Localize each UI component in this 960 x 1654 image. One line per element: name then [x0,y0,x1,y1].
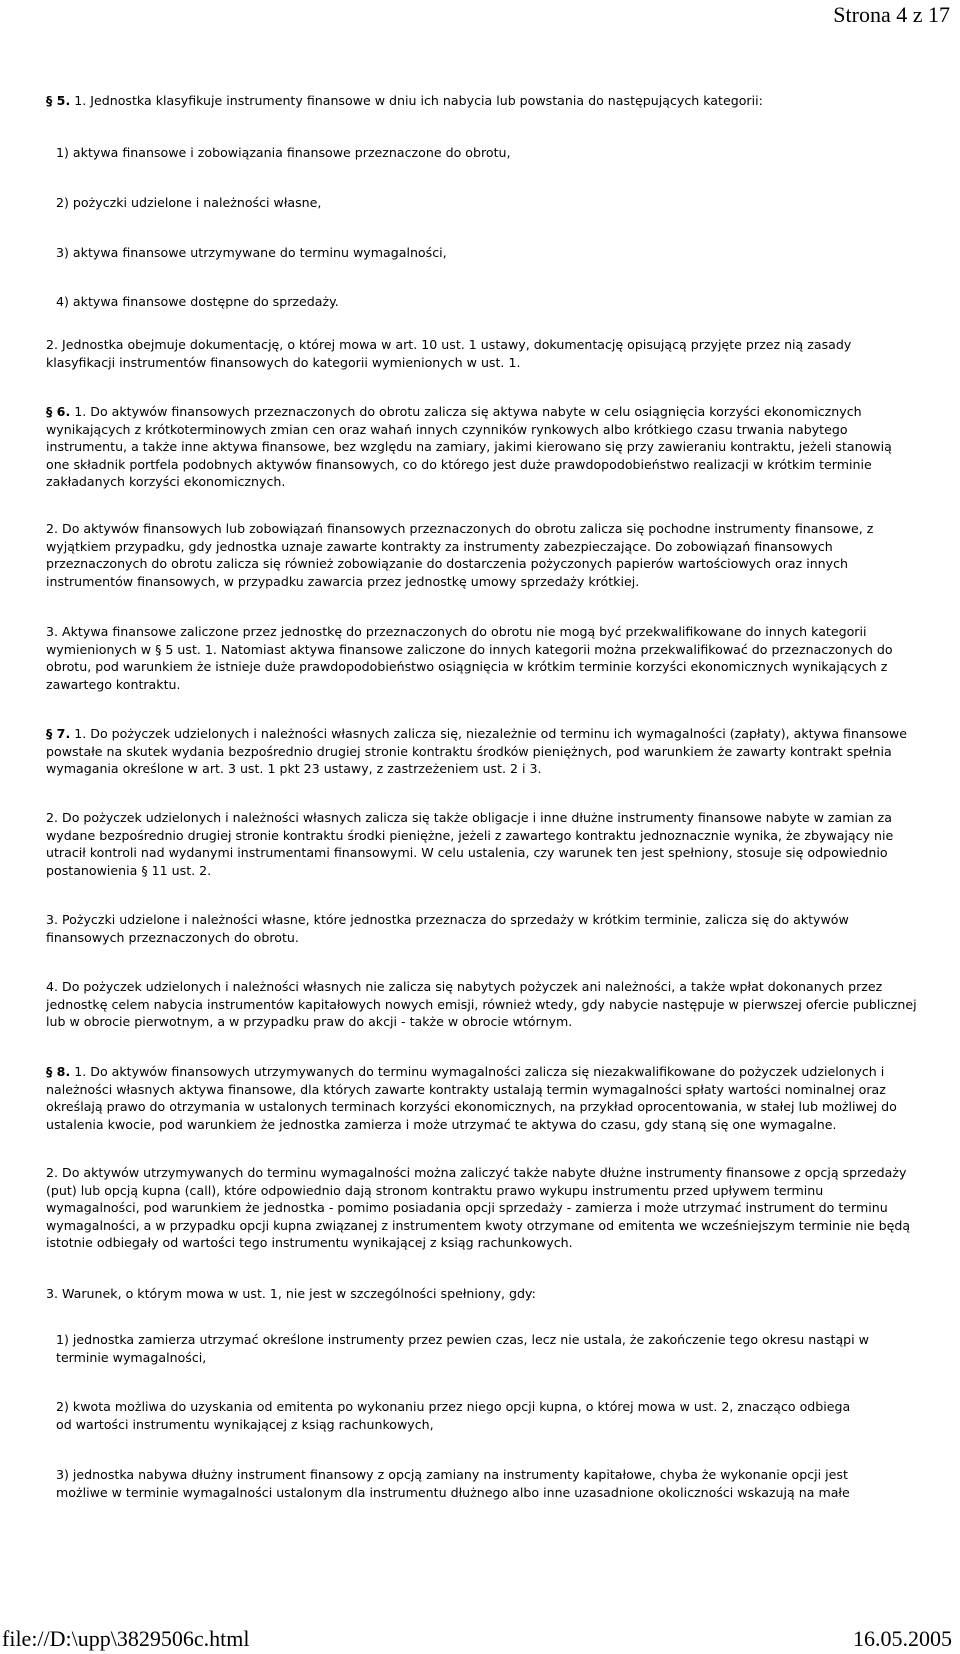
text-line [46,1217,960,1235]
text-line [46,996,960,1014]
line-text: powstałe na skutek wydania bezpośrednio drugiej stronie kontraktu środków pieniężnych, pod warunkiem że zawarty kontrakt spełnia [46,743,892,759]
text-line [46,336,960,354]
text-line [56,1416,960,1434]
text-line [46,354,960,372]
text-line [46,1199,960,1217]
line-text: 2) kwota możliwa do uzyskania od emitenta po wykonaniu przez niego opcji kupna, o której mowa w ust. 2, znacząco odbiega [56,1399,851,1414]
paragraph [46,336,960,371]
page-number-header: Strona 4 z 17 [833,2,950,27]
list-item [56,1331,960,1366]
paragraph [46,520,960,590]
text-line [46,421,960,439]
section-number: § 7. [46,726,71,741]
text-line [46,809,960,827]
line-text: 1. Do aktywów finansowych przeznaczonych do obrotu zalicza się aktywa nabyte w celu osiągnięcia korzyści ekonomicznych [70,404,862,419]
paragraph [46,809,960,879]
line-text: wynikających z krótkoterminowych zmian cen oraz wahań innych czynników rynkowych albo krótkiego czasu trwania nabytego [46,421,848,437]
line-text: 2) pożyczki udzielone i należności własne, [56,195,322,210]
line-text: 3) jednostka nabywa dłużny instrument finansowy z opcją zamiany na instrumenty kapitałowe, chyba że wykonanie opcji jest [56,1467,848,1482]
text-line [46,1285,960,1303]
text-line [46,438,960,456]
text-line [46,1063,960,1081]
text-line [46,1098,960,1116]
line-text: należności własnych aktywa finansowe, dla których zawarte kontrakty ustalają termin wymagalności spłaty wartości nominalnej oraz [46,1081,886,1097]
text-line [46,538,960,556]
footer-file-path: file://D:\upp\3829506c.html [2,1626,250,1651]
line-text: 3. Warunek, o którym mowa w ust. 1, nie jest w szczególności spełniony, gdy: [46,1286,536,1301]
line-text: 1. Do aktywów finansowych utrzymywanych do terminu wymagalności zalicza się niezakwalifikowane do pożyczek udzielonych i [70,1064,885,1079]
text-line [56,293,960,311]
line-text: zakładanych korzyści ekonomicznych. [46,474,286,489]
paragraph [46,1285,960,1303]
line-text: jednostkę celem nabycia instrumentów kapitałowych nowych emisji, również wtedy, gdy nabycie następuje w pierwszej ofercie publicznej [46,996,917,1012]
line-text: przeznaczonych do obrotu zalicza się również zobowiązanie do dostarczenia pożyczonych papierów wartościowych oraz innych [46,556,849,571]
text-line [46,760,960,778]
line-text: 4) aktywa finansowe dostępne do sprzedaży. [56,294,339,309]
text-line [56,1331,960,1349]
text-line [56,244,960,262]
text-line [46,520,960,538]
text-line [46,676,960,694]
paragraph-par5-intro [46,92,960,110]
paragraph-par8 [46,1063,960,1133]
line-text: 1. Jednostka klasyfikuje instrumenty finansowe w dniu ich nabycia lub powstania do następujących kategorii: [70,93,763,108]
text-line [46,473,960,491]
text-line [56,1398,960,1416]
text-line [56,1349,960,1367]
footer-date: 16.05.2005 [853,1626,952,1651]
line-text: utracił kontroli nad wydanymi instrumentami finansowymi. W celu ustalenia, czy warunek ten jest spełniony, stosuje się odpowiednio [46,845,888,860]
text-line [46,1081,960,1099]
text-line [46,641,960,659]
line-text: 3) aktywa finansowe utrzymywane do terminu wymagalności, [56,245,447,260]
text-line [46,862,960,880]
list-item [56,194,960,212]
line-text: wymagalności, pod warunkiem że jednostka - pomimo posiadania opcji sprzedaży - zamierza i może utrzymać instrument do terminu [46,1200,888,1215]
text-line [56,1466,960,1484]
list-item [56,144,960,162]
line-text: wymagania określone w art. 3 ust. 1 pkt 23 ustawy, z zastrzeżeniem ust. 2 i 3. [46,761,542,776]
text-line [46,911,960,929]
line-text: wyjątkiem przypadku, gdy jednostka uznaje zawarte kontrakty za instrumenty zabezpieczające. Do zobowiązań finansowych [46,538,833,554]
line-text: 4. Do pożyczek udzielonych i należności własnych nie zalicza się nabytych pożyczek ani należności, a także wpłat dokonanych przez [46,979,883,994]
text-line [46,92,960,110]
line-text: wydane bezpośrednio drugiej stronie kontraktu środki pieniężne, jeżeli z zawartego kontraktu jednoznacznie wynika, że zbywający nie [46,827,894,843]
line-text: wymienionych w § 5 ust. 1. Natomiast aktywa finansowe zaliczone do innych kategorii można przekwalifikować do przeznaczonych do [46,641,893,657]
text-line [46,1164,960,1182]
text-line [46,573,960,591]
paragraph-par7 [46,725,960,778]
line-text: obrotu, pod warunkiem że istnieje duże prawdopodobieństwo osiągnięcia w krótkim terminie korzyści ekonomicznych wynikających z [46,659,888,674]
text-line [46,827,960,845]
line-text: lub w obrocie pierwotnym, a w przypadku praw do akcji - także w obrocie wtórnym. [46,1014,573,1029]
text-line [46,403,960,421]
section-number: § 6. [46,404,71,419]
section-number: § 8. [46,1064,71,1079]
text-line [46,1234,960,1252]
line-text: 3. Pożyczki udzielone i należności własne, które jednostka przeznacza do sprzedaży w krótkim terminie, zalicza się do aktywów [46,912,849,927]
list-item [56,244,960,262]
text-line [46,623,960,641]
paragraph [46,623,960,693]
line-text: 2. Do pożyczek udzielonych i należności własnych zalicza się także obligacje i inne dłużne instrumenty finansowe nabyte w zamian za [46,810,893,825]
list-item [56,293,960,311]
line-text: istotnie odbiegały od wartości tego instrumentu wynikającej z ksiąg rachunkowych. [46,1235,573,1250]
line-text: one składnik portfela podobnych aktywów finansowych, co do którego jest duże prawdopodobieństwo realizacji w krótkim terminie [46,456,872,472]
text-line [56,194,960,212]
line-text: możliwe w terminie wymagalności ustalonym dla instrumentu dłużnego albo inne uzasadnione okoliczności wskazują na małe [56,1484,850,1500]
paragraph-par6 [46,403,960,491]
line-text: (put) lub opcją kupna (call), które odpowiednio dają stronom kontraktu prawo wykupu instrumentu przed upływem terminu [46,1182,824,1198]
line-text: ustalenia kwocie, pod warunkiem że jednostka zamierza i może utrzymać te aktywa do czasu, gdy staną się one wymagalne. [46,1116,837,1132]
list-item [56,1466,960,1501]
line-text: zawartego kontraktu. [46,676,181,692]
text-line [46,743,960,761]
line-text: instrumentów finansowych, w przypadku zawarcia przez jednostkę umowy sprzedaży krótkiej. [46,573,640,589]
page-footer [0,1626,960,1654]
text-line [56,144,960,162]
line-text: 1) jednostka zamierza utrzymać określone instrumenty przez pewien czas, lecz nie ustala, że zakończenie tego okresu nastąpi w [56,1332,869,1347]
text-line [46,456,960,474]
line-text: instrumentu, a także inne aktywa finansowe, bez względu na zamiary, jakimi kierowano się przy zawieraniu kontraktu, jeżeli stanowią [46,439,892,454]
paragraph [46,978,960,1031]
text-line [46,555,960,573]
list-item [56,1398,960,1433]
line-text: 2. Do aktywów utrzymywanych do terminu wymagalności można zaliczyć także nabyte dłużne instrumenty finansowe z opcją sprzedaży [46,1165,907,1180]
paragraph [46,911,960,946]
line-text: 1) aktywa finansowe i zobowiązania finansowe przeznaczone do obrotu, [56,145,511,160]
line-text: 2. Do aktywów finansowych lub zobowiązań finansowych przeznaczonych do obrotu zalicza się pochodne instrumenty finansowe, z [46,521,874,536]
line-text: klasyfikacji instrumentów finansowych do kategorii wymienionych w ust. 1. [46,354,521,370]
text-line [46,929,960,947]
text-line [56,1484,960,1502]
section-number: § 5. [46,93,71,108]
line-text: finansowych przeznaczonych do obrotu. [46,929,299,945]
line-text: określają prawo do otrzymania w ustalonych terminach korzyści ekonomicznych, na przykład oprocentowania, w stałej lub możliwej do [46,1099,897,1114]
text-line [46,844,960,862]
text-line [46,658,960,676]
line-text: od wartości instrumentu wynikającej z ksiąg rachunkowych, [56,1416,434,1432]
line-text: 2. Jednostka obejmuje dokumentację, o której mowa w art. 10 ust. 1 ustawy, dokumentację opisującą przyjęte przez nią zasady [46,337,852,352]
line-text: terminie wymagalności, [56,1349,207,1365]
line-text: wymagalności, a w przypadku opcji kupna związanej z instrumentem kwoty otrzymane od emitenta we wcześniejszym terminie nie będą [46,1217,911,1233]
paragraph [46,1164,960,1252]
text-line [46,1116,960,1134]
line-text: postanowienia § 11 ust. 2. [46,862,212,878]
line-text: 1. Do pożyczek udzielonych i należności własnych zalicza się, niezależnie od terminu ich wymagalności (zapłaty), aktywa finansowe [70,726,907,741]
line-text: 3. Aktywa finansowe zaliczone przez jednostkę do przeznaczonych do obrotu nie mogą być przekwalifikowane do innych kategorii [46,624,867,639]
text-line [46,978,960,996]
text-line [46,725,960,743]
text-line [46,1013,960,1031]
text-line [46,1182,960,1200]
